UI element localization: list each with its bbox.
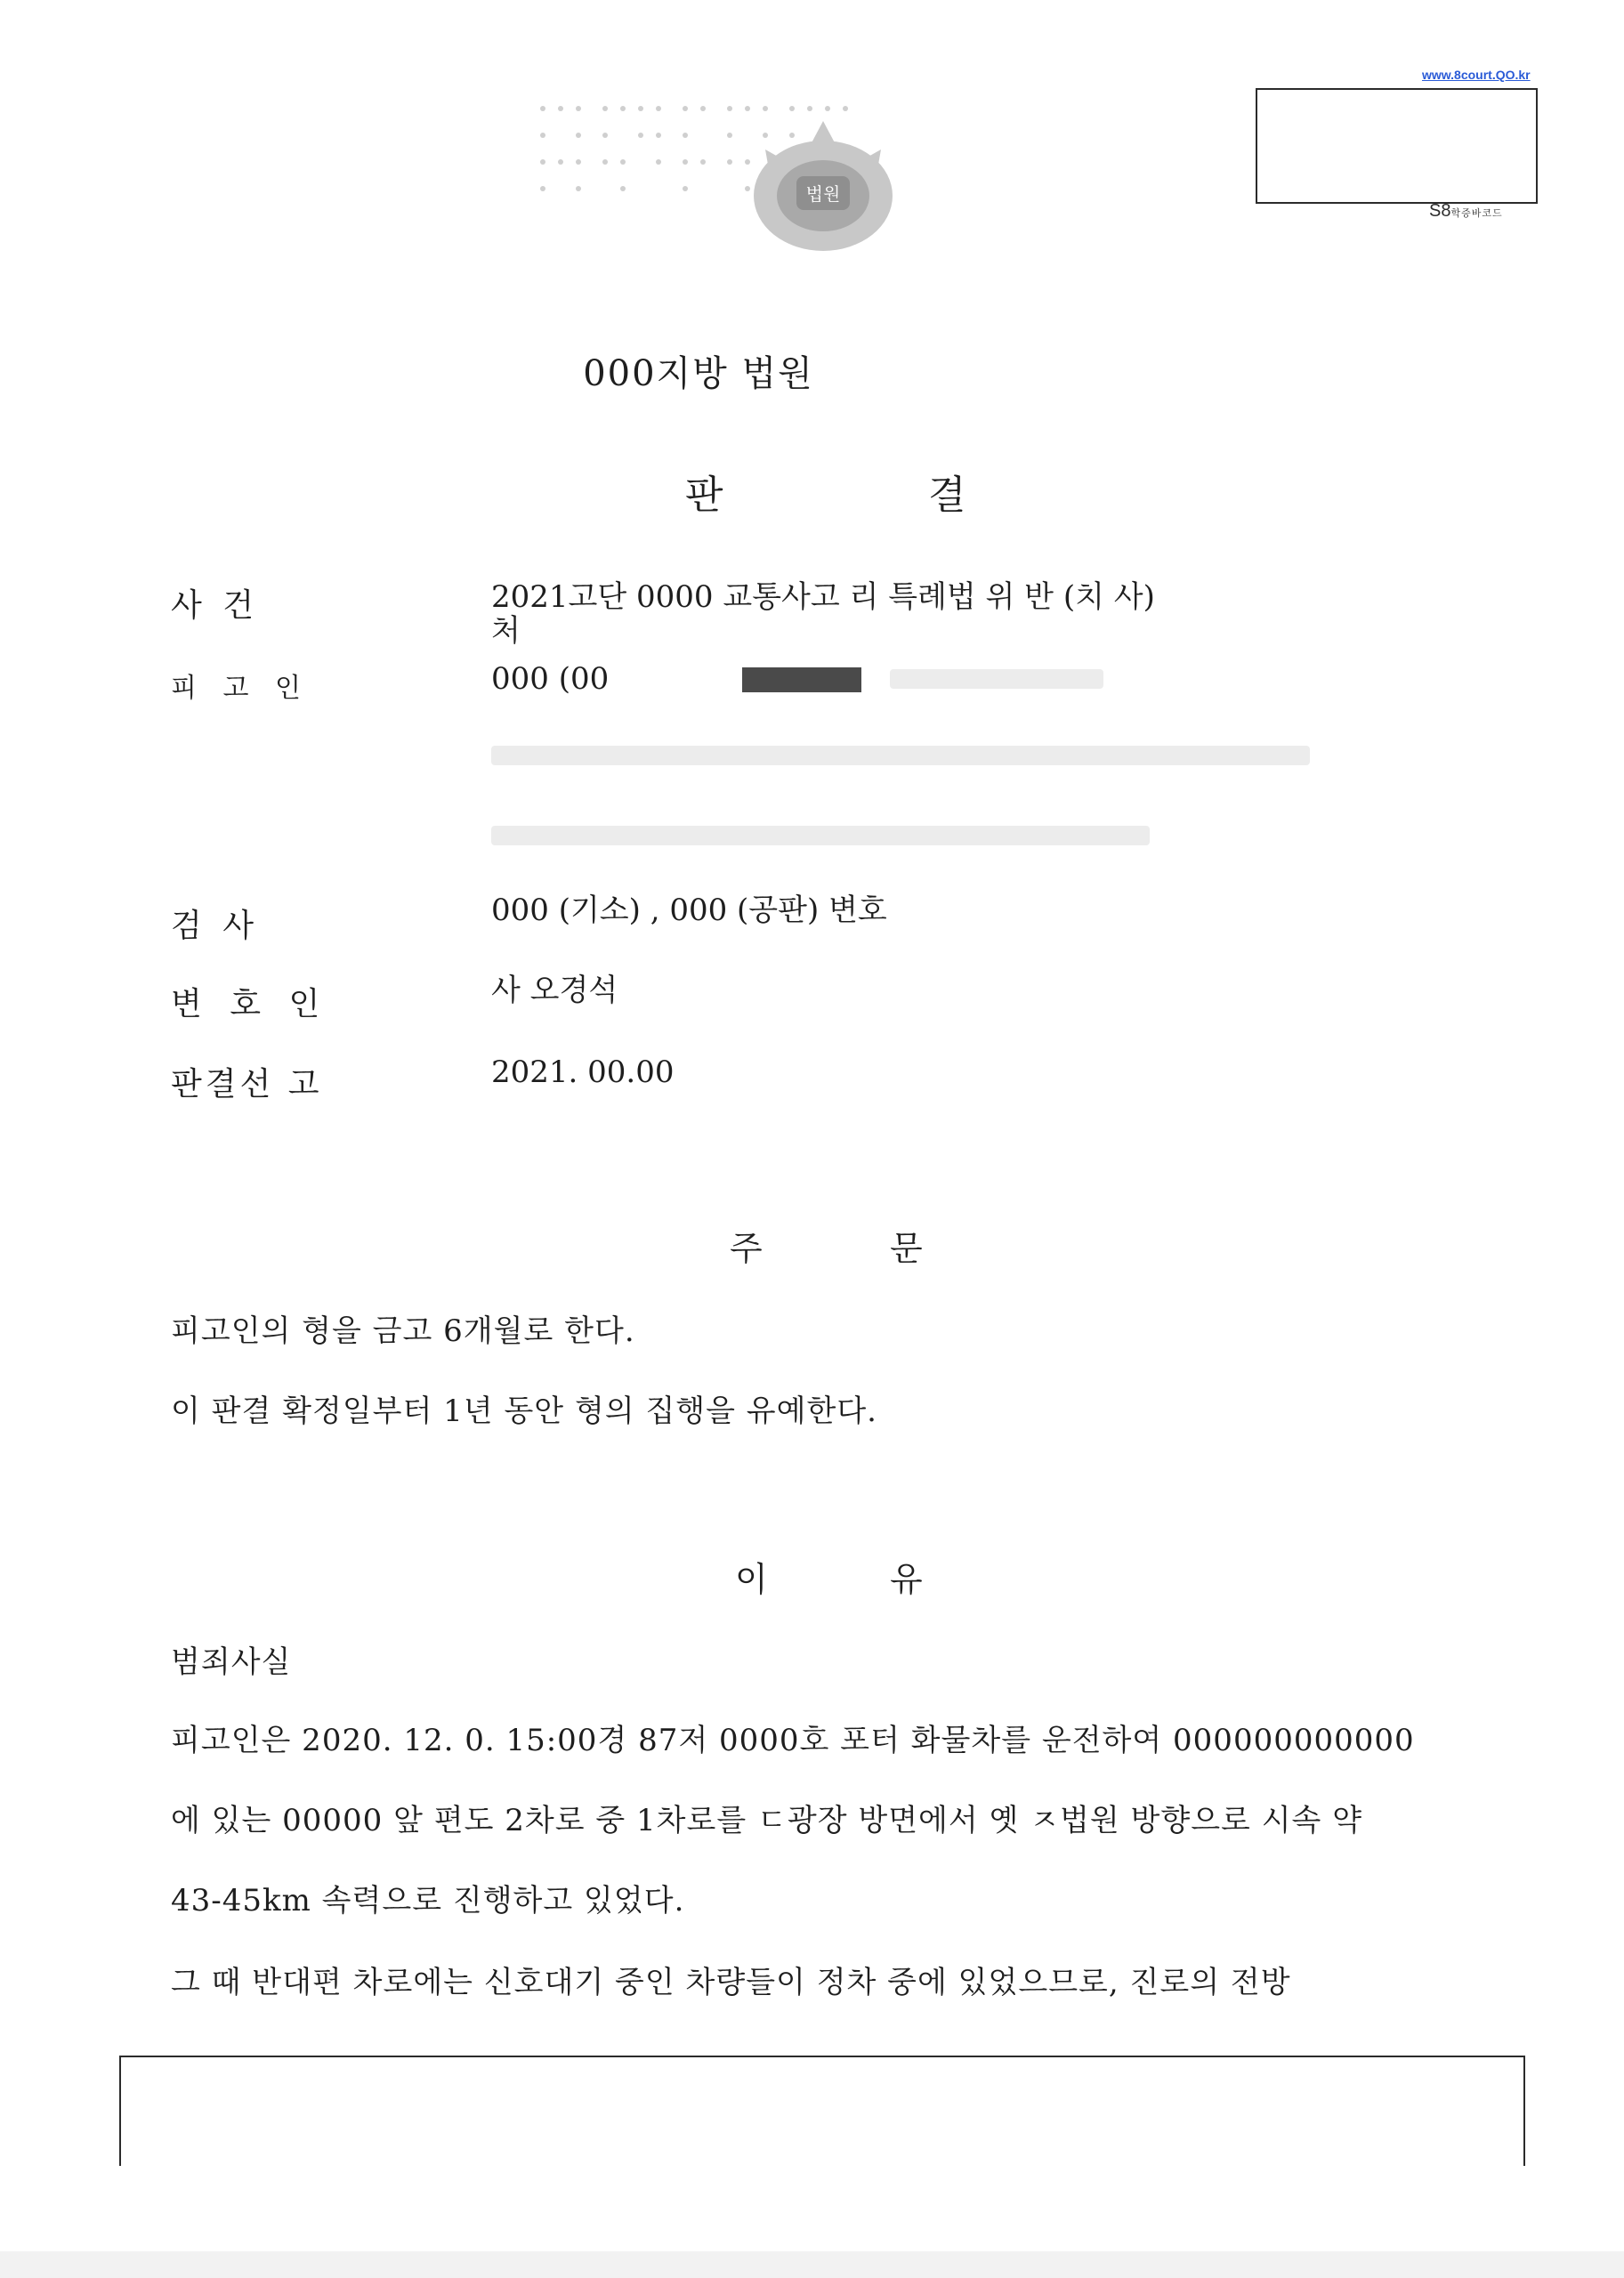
case-value-line1: 2021고단 0000 교통사고 리 특례법 위 반 (치 사) bbox=[491, 579, 1155, 615]
order-heading-char-2: 문 bbox=[890, 1229, 923, 1268]
faded-address-line bbox=[491, 746, 1310, 765]
barcode-code: S8학증바코드 bbox=[1429, 201, 1503, 221]
reason-heading-char-1: 이 bbox=[735, 1560, 768, 1599]
case-label: 사 건 bbox=[171, 587, 259, 624]
doc-title-char-2: 결 bbox=[928, 473, 966, 518]
reason-heading-char-2: 유 bbox=[890, 1560, 923, 1599]
order-line-2: 이 판결 확정일부터 1년 동안 형의 집행을 유예한다. bbox=[171, 1393, 877, 1429]
doc-title-char-1: 판 bbox=[685, 473, 723, 518]
svg-text:법원: 법원 bbox=[805, 183, 841, 205]
lawyer-label: 변 호 인 bbox=[171, 986, 329, 1022]
crime-facts-subheading: 범죄사실 bbox=[171, 1644, 292, 1680]
court-name: 000지방 법원 bbox=[583, 353, 814, 394]
defendant-label: 피 고 인 bbox=[171, 673, 311, 704]
prosecutor-label: 검 사 bbox=[171, 908, 259, 944]
verdict-date-value: 2021. 00.00 bbox=[491, 1054, 675, 1090]
case-value-line2: 처 bbox=[491, 613, 521, 649]
case-value bbox=[491, 580, 1155, 648]
redaction-bar bbox=[742, 667, 861, 692]
court-seal-emblem bbox=[739, 114, 908, 256]
barcode-box bbox=[1256, 88, 1538, 204]
defendant-value: 000 (00 bbox=[491, 661, 610, 697]
prosecutor-value: 000 (기소) , 000 (공판) 변호 bbox=[491, 893, 887, 928]
reason-line-2: 에 있는 00000 앞 편도 2차로 중 1차로를 ㄷ광장 방면에서 옛 ㅈ법원 방향으로 시속 약 bbox=[171, 1803, 1363, 1838]
footer-box bbox=[119, 2056, 1525, 2166]
order-line-1: 피고인의 형을 금고 6개월로 한다. bbox=[171, 1313, 635, 1349]
scan-bottom-edge bbox=[0, 2251, 1624, 2278]
lawyer-value: 사 오경석 bbox=[491, 973, 618, 1008]
reason-line-1: 피고인은 2020. 12. 0. 15:00경 87저 0000호 포터 화물차를 운전하여 000000000000 bbox=[171, 1723, 1415, 1758]
order-heading-char-1: 주 bbox=[730, 1229, 763, 1268]
court-url-link[interactable]: www.8court.QO.kr bbox=[1422, 68, 1531, 82]
faded-address-line bbox=[491, 826, 1150, 845]
verdict-date-label: 판결선 고 bbox=[171, 1066, 323, 1103]
reason-line-4: 그 때 반대편 차로에는 신호대기 중인 차량들이 정차 중에 있었으므로, 진로의 전방 bbox=[171, 1965, 1291, 2000]
reason-line-3: 43-45km 속력으로 진행하고 있었다. bbox=[171, 1883, 685, 1919]
faded-address-line bbox=[890, 669, 1103, 689]
